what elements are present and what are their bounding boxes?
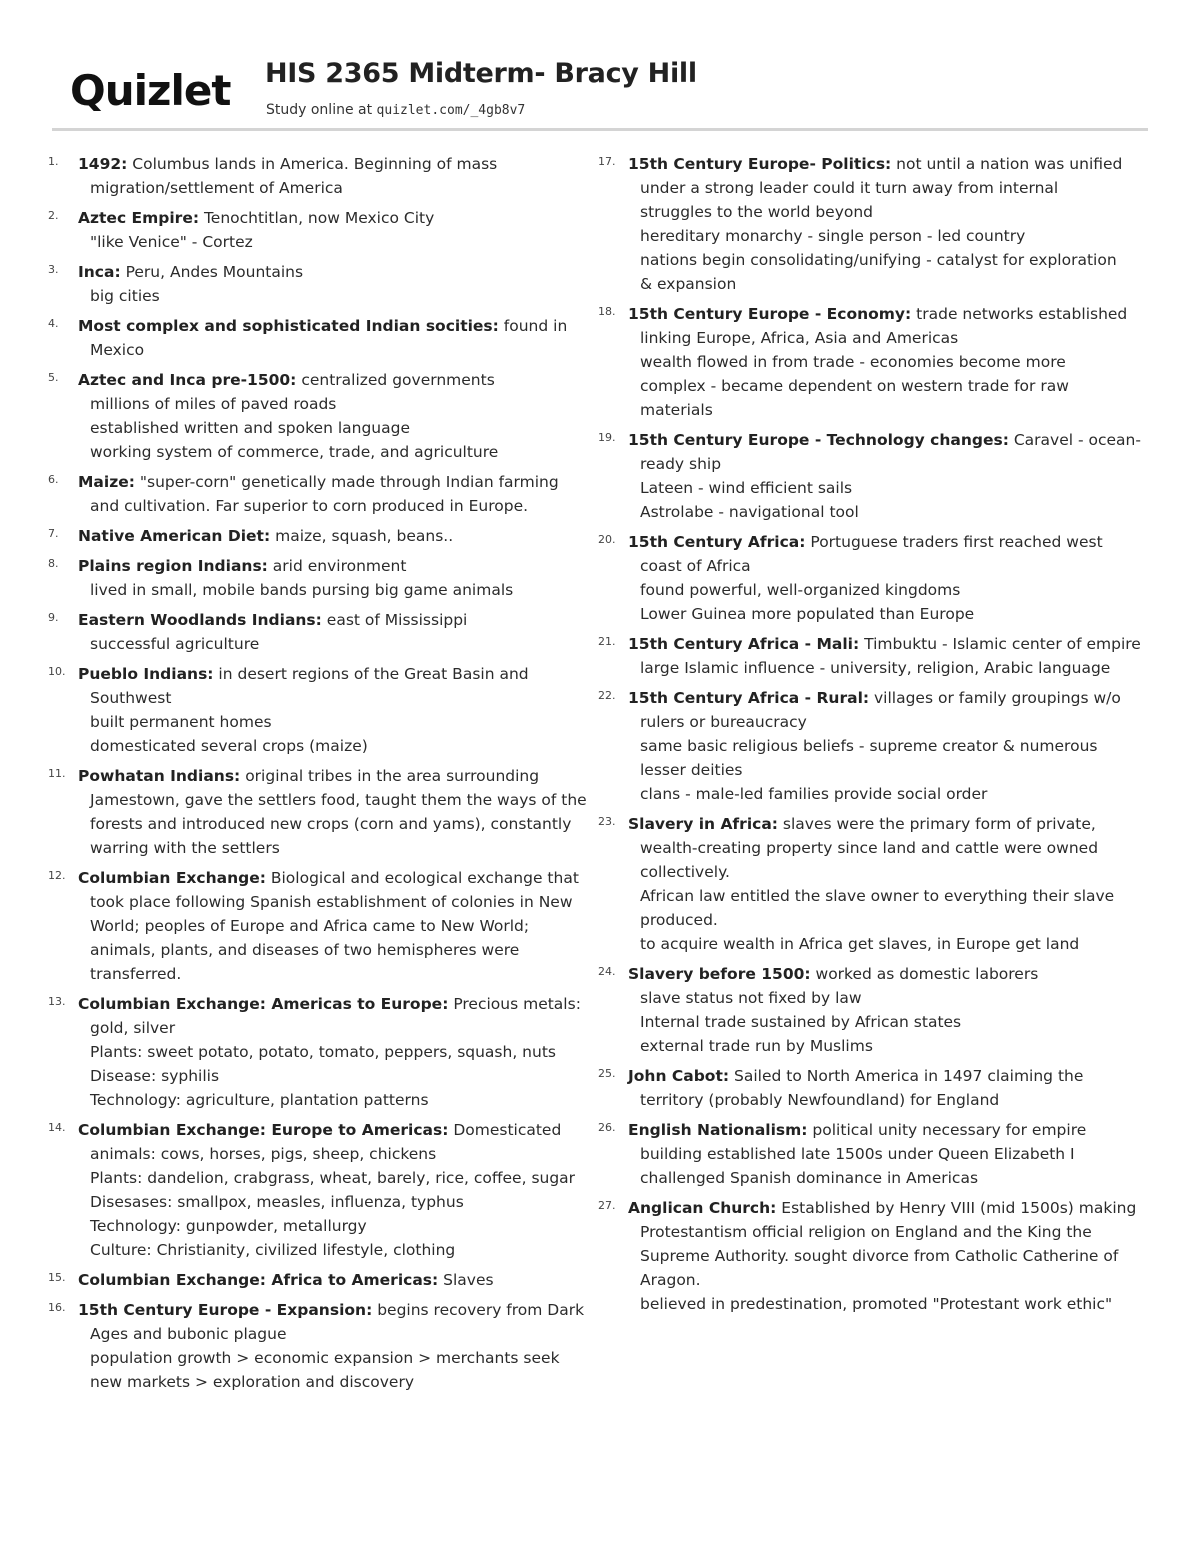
entry-first-line [78,662,583,686]
entry-first-line [78,992,583,1016]
entry-term: 15th Century Europe- Politics: [628,155,892,173]
term-entry [598,1064,1133,1112]
study-url-link[interactable]: quizlet.com/_4gb8v7 [376,103,526,118]
entry-definition: Precious metals: [448,995,581,1013]
entry-number: 25. [598,1067,616,1080]
entry-definition-line: Lateen - wind efficient sails [640,479,853,497]
entry-definition-line: rulers or bureaucracy [640,713,807,731]
entry-number: 13. [48,995,66,1008]
term-entry [48,866,583,986]
entry-definition-line: Culture: Christianity, civilized lifestyle, clothing [90,1241,456,1259]
entry-definition: Slaves [438,1271,494,1289]
entry-term: Plains region Indians: [78,557,268,575]
entry-definition-line: found powerful, well-organized kingdoms [640,581,961,599]
entry-definition-line: clans - male-led families provide social order [640,785,988,803]
entry-number: 9. [48,611,59,624]
entry-number: 24. [598,965,616,978]
entry-definition-line: big cities [90,287,160,305]
entry-term: Maize: [78,473,135,491]
term-entry [598,152,1133,296]
entry-definition: Columbus lands in America. Beginning of mass [127,155,498,173]
entry-definition-line: believed in predestination, promoted "Protestant work ethic" [640,1295,1113,1313]
entry-definition: Sailed to North America in 1497 claiming the [729,1067,1084,1085]
entry-first-line [628,632,1141,656]
entry-term: Inca: [78,263,121,281]
entry-definition-line: Plants: sweet potato, potato, tomato, peppers, squash, nuts [90,1043,556,1061]
entry-number: 12. [48,869,66,882]
entry-definition-line: under a strong leader could it turn away from internal [640,179,1059,197]
entry-definition: political unity necessary for empire [807,1121,1087,1139]
entry-definition: begins recovery from Dark [372,1301,585,1319]
entry-definition-line: established written and spoken language [90,419,410,437]
entry-number: 6. [48,473,59,486]
right-column [598,152,1141,1322]
entry-number: 4. [48,317,59,330]
entry-term: Most complex and sophisticated Indian socities: [78,317,499,335]
entry-definition: Caravel - ocean- [1008,431,1141,449]
entry-term: Eastern Woodlands Indians: [78,611,322,629]
entry-number: 23. [598,815,616,828]
entry-first-line [628,530,1133,554]
entry-first-line [78,1118,583,1142]
entry-definition-line: "like Venice" - Cortez [90,233,253,251]
entry-term: Slavery before 1500: [628,965,811,983]
entry-term: 15th Century Europe - Expansion: [78,1301,373,1319]
entry-definition-line: Aragon. [640,1271,701,1289]
entry-number: 22. [598,689,616,702]
entry-first-line [628,686,1133,710]
study-online-label: Study online at [266,102,377,118]
entry-number: 2. [48,209,59,222]
entry-number: 26. [598,1121,616,1134]
entry-definition: east of Mississippi [321,611,468,629]
entry-first-line [628,1064,1133,1088]
term-entry [48,1118,583,1262]
entry-definition-line: Technology: agriculture, plantation patterns [90,1091,429,1109]
term-entry [598,530,1133,626]
entry-term: Native American Diet: [78,527,271,545]
entry-definition-line: building established late 1500s under Queen Elizabeth I [640,1145,1075,1163]
entry-definition-line: and cultivation. Far superior to corn produced in Europe. [90,497,529,515]
entry-number: 20. [598,533,616,546]
entry-first-line [78,524,583,548]
term-entry [598,1196,1137,1316]
entry-definition: villages or family groupings w/o [869,689,1121,707]
entry-definition-line: hereditary monarchy - single person - led country [640,227,1026,245]
term-entry [598,1118,1133,1190]
term-entry [48,554,583,602]
entry-definition-line: collectively. [640,863,730,881]
term-entry [598,812,1133,956]
entry-definition-line: Supreme Authority. sought divorce from Catholic Catherine of [640,1247,1119,1265]
entry-term: English Nationalism: [628,1121,808,1139]
term-entry [48,662,583,758]
entry-number: 3. [48,263,59,276]
entry-term: Columbian Exchange: [78,869,266,887]
term-entry [598,962,1133,1058]
entry-definition-line: Plants: dandelion, crabgrass, wheat, barely, rice, coffee, sugar [90,1169,576,1187]
entry-definition-line: Jamestown, gave the settlers food, taught them the ways of the [90,791,587,809]
entry-definition-line: wealth-creating property since land and cattle were owned [640,839,1099,857]
term-entry [598,632,1141,680]
entry-number: 18. [598,305,616,318]
entry-first-line [628,812,1133,836]
entry-definition-line: to acquire wealth in Africa get slaves, in Europe get land [640,935,1080,953]
entry-number: 11. [48,767,66,780]
entry-definition-line: Internal trade sustained by African states [640,1013,962,1031]
entry-definition: "super-corn" genetically made through Indian farming [134,473,559,491]
entry-definition-line: Disease: syphilis [90,1067,220,1085]
entry-first-line [628,962,1133,986]
entry-definition: centralized governments [296,371,495,389]
entry-number: 16. [48,1301,66,1314]
entry-definition-line: Protestantism official religion on England and the King the [640,1223,1092,1241]
entry-term: 15th Century Europe - Technology changes: [628,431,1009,449]
entry-definition-line: produced. [640,911,718,929]
entry-number: 10. [48,665,66,678]
entry-definition-line: migration/settlement of America [90,179,343,197]
term-entry [598,686,1133,806]
term-entry [48,764,587,860]
entry-number: 15. [48,1271,66,1284]
entry-definition-line: materials [640,401,713,419]
entry-definition-line: lesser deities [640,761,743,779]
study-online-line [266,102,525,118]
entry-number: 21. [598,635,616,648]
entry-definition-line: same basic religious beliefs - supreme creator & numerous [640,737,1098,755]
entry-number: 14. [48,1121,66,1134]
entry-number: 7. [48,527,59,540]
entry-definition-line: external trade run by Muslims [640,1037,873,1055]
entry-definition-line: animals: cows, horses, pigs, sheep, chickens [90,1145,437,1163]
entry-first-line [78,1298,583,1322]
entry-definition-line: population growth > economic expansion > merchants seek [90,1349,560,1367]
entry-definition-line: millions of miles of paved roads [90,395,337,413]
entry-first-line [78,1268,583,1292]
entry-first-line [628,428,1141,452]
entry-term: Slavery in Africa: [628,815,778,833]
entry-definition-line: slave status not fixed by law [640,989,862,1007]
entry-first-line [78,554,583,578]
entry-first-line [78,470,583,494]
entry-definition-line: & expansion [640,275,737,293]
entry-definition-line: forests and introduced new crops (corn and yams), constantly [90,815,572,833]
entry-definition-line: new markets > exploration and discovery [90,1373,415,1391]
entry-definition-line: working system of commerce, trade, and agriculture [90,443,499,461]
entry-definition-line: domesticated several crops (maize) [90,737,368,755]
entry-first-line [78,314,583,338]
quizlet-logo: Quizlet [70,66,231,115]
entry-definition-line: territory (probably Newfoundland) for England [640,1091,1000,1109]
term-entry [48,524,583,548]
term-entry [48,314,583,362]
entry-definition-line: Mexico [90,341,145,359]
entry-first-line [78,152,583,176]
entry-definition-line: built permanent homes [90,713,272,731]
page-title: HIS 2365 Midterm- Bracy Hill [265,58,697,89]
entry-definition-line: Lower Guinea more populated than Europe [640,605,975,623]
entry-term: 15th Century Africa - Mali: [628,635,860,653]
entry-term: 15th Century Africa - Rural: [628,689,870,707]
entry-first-line [628,1118,1133,1142]
entry-first-line [78,866,583,890]
entry-first-line [628,302,1133,326]
entry-definition: arid environment [267,557,407,575]
entry-definition-line: Technology: gunpowder, metallurgy [90,1217,367,1235]
term-entry [48,1268,583,1292]
entry-definition-line: large Islamic influence - university, religion, Arabic language [640,659,1111,677]
entry-definition-line: African law entitled the slave owner to everything their slave [640,887,1115,905]
entry-number: 1. [48,155,59,168]
entry-definition-line: nations begin consolidating/unifying - catalyst for exploration [640,251,1117,269]
entry-definition-line: struggles to the world beyond [640,203,874,221]
entry-definition-line: ready ship [640,455,722,473]
entry-definition-line: coast of Africa [640,557,751,575]
entry-first-line [628,152,1133,176]
entry-definition-line: Southwest [90,689,172,707]
entry-term: Aztec and Inca pre-1500: [78,371,297,389]
term-entry [48,368,583,464]
entry-definition: Portuguese traders first reached west [805,533,1103,551]
entry-term: 15th Century Africa: [628,533,806,551]
entry-definition: slaves were the primary form of private, [777,815,1096,833]
entry-definition-line: Ages and bubonic plague [90,1325,287,1343]
entry-first-line [78,206,583,230]
entry-term: Columbian Exchange: Europe to Americas: [78,1121,449,1139]
term-entry [48,260,583,308]
entry-first-line [78,368,583,392]
entry-definition: trade networks established [911,305,1128,323]
entry-definition: Tenochtitlan, now Mexico City [199,209,435,227]
entry-definition: not until a nation was unified [891,155,1123,173]
entry-term: Anglican Church: [628,1199,777,1217]
entry-definition: Peru, Andes Mountains [120,263,304,281]
entry-term: Columbian Exchange: Africa to Americas: [78,1271,439,1289]
entry-definition-line: wealth flowed in from trade - economies become more [640,353,1066,371]
entry-definition-line: transferred. [90,965,182,983]
entry-number: 27. [598,1199,616,1212]
entry-definition-line: warring with the settlers [90,839,280,857]
entry-definition: original tribes in the area surrounding [240,767,540,785]
entry-definition-line: took place following Spanish establishment of colonies in New [90,893,573,911]
term-entry [598,428,1141,524]
entry-first-line [628,1196,1137,1220]
entry-term: Powhatan Indians: [78,767,241,785]
entry-definition-line: Astrolabe - navigational tool [640,503,859,521]
entry-definition: maize, squash, beans.. [270,527,454,545]
term-entry [48,470,583,518]
entry-definition-line: Disesases: smallpox, measles, influenza, typhus [90,1193,464,1211]
entry-number: 5. [48,371,59,384]
entry-definition: Biological and ecological exchange that [265,869,579,887]
term-entry [48,1298,583,1394]
page-header [0,0,1200,140]
entry-definition-line: linking Europe, Africa, Asia and Americas [640,329,959,347]
entry-definition: worked as domestic laborers [810,965,1039,983]
entry-term: John Cabot: [628,1067,730,1085]
entry-definition: in desert regions of the Great Basin and [213,665,529,683]
entry-term: Columbian Exchange: Americas to Europe: [78,995,449,1013]
header-divider [52,128,1148,131]
entry-first-line [78,260,583,284]
entry-term: 1492: [78,155,128,173]
entry-definition-line: successful agriculture [90,635,260,653]
entry-term: Pueblo Indians: [78,665,214,683]
entry-definition: Domesticated [448,1121,562,1139]
entry-number: 17. [598,155,616,168]
entry-definition-line: World; peoples of Europe and Africa came to New World; [90,917,530,935]
term-entry [48,206,583,254]
term-entry [48,152,583,200]
entry-definition: found in [498,317,568,335]
term-entry [598,302,1133,422]
entry-definition-line: complex - became dependent on western trade for raw [640,377,1069,395]
entry-definition-line: lived in small, mobile bands pursing big game animals [90,581,514,599]
entry-definition-line: challenged Spanish dominance in Americas [640,1169,979,1187]
entry-definition: Established by Henry VIII (mid 1500s) making [776,1199,1137,1217]
entry-first-line [78,764,583,788]
entry-definition-line: gold, silver [90,1019,176,1037]
entry-definition: Timbuktu - Islamic center of empire [859,635,1141,653]
entry-first-line [78,608,583,632]
term-entry [48,608,583,656]
entry-number: 19. [598,431,616,444]
left-column [48,152,587,1400]
entry-definition-line: animals, plants, and diseases of two hemispheres were [90,941,520,959]
term-entry [48,992,583,1112]
entry-term: Aztec Empire: [78,209,200,227]
entry-number: 8. [48,557,59,570]
entry-term: 15th Century Europe - Economy: [628,305,912,323]
